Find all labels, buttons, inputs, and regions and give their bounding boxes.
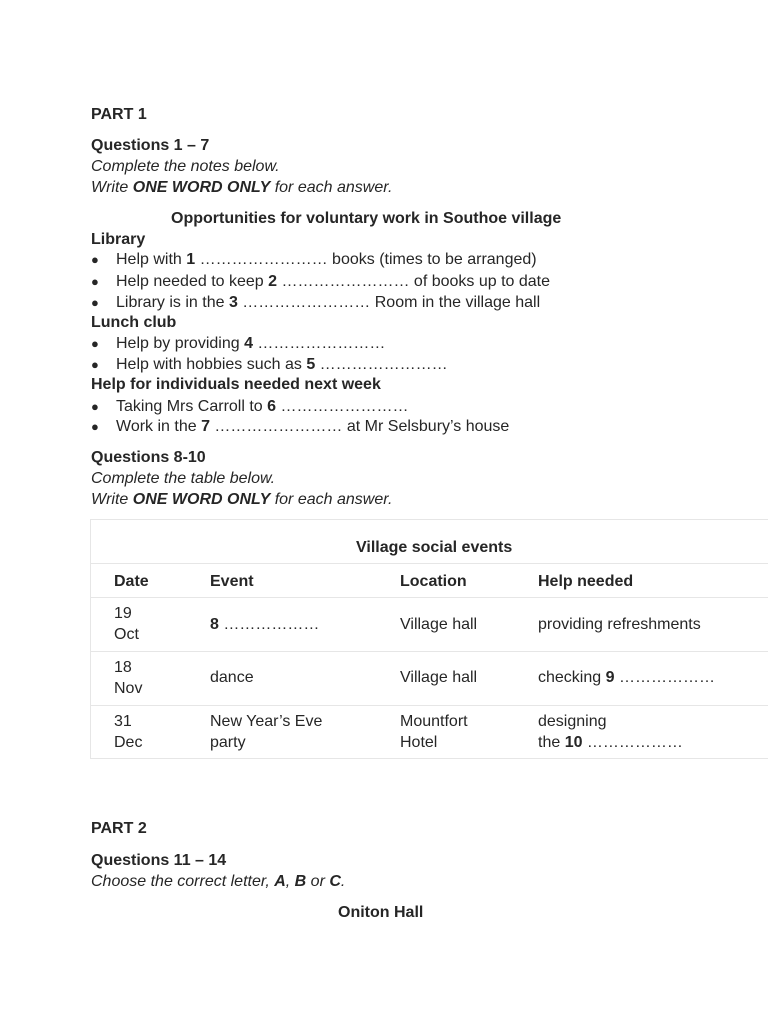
- table-title: Village social events: [356, 539, 513, 556]
- section-title-lunch-club: Lunch club: [91, 314, 177, 331]
- instruction-one-word-2: Write ONE WORD ONLY for each answer.: [91, 491, 393, 508]
- table-header-row: [91, 563, 768, 598]
- questions-11-14-heading: Questions 11 – 14: [91, 852, 227, 869]
- questions-8-10-heading: Questions 8-10: [91, 449, 206, 466]
- part2-heading: PART 2: [91, 820, 147, 837]
- bullet-icon: ●: [91, 419, 99, 434]
- table-row: 18 Nov dance Village hall checking 9 ………………: [91, 651, 768, 706]
- note-item-2: ● Help needed to keep 2 …………………… of books up to date: [91, 273, 551, 290]
- bullet-icon: ●: [91, 252, 99, 267]
- note-item-4: ● Help by providing 4 ……………………: [91, 335, 386, 352]
- note-item-7: ● Work in the 7 …………………… at Mr Selsbury’s house: [91, 418, 510, 435]
- header-help-needed: Help needed: [538, 573, 634, 590]
- note-item-6: ● Taking Mrs Carroll to 6 ……………………: [91, 398, 409, 415]
- section-title-individuals: Help for individuals needed next week: [91, 376, 381, 393]
- instruction-choose-letter: Choose the correct letter, A, B or C.: [91, 873, 346, 890]
- notes-title: Opportunities for voluntary work in Southoe village: [171, 210, 562, 227]
- instruction-complete-notes: Complete the notes below.: [91, 158, 280, 175]
- note-item-1: ● Help with 1 …………………… books (times to be arranged): [91, 251, 537, 268]
- instruction-complete-table: Complete the table below.: [91, 470, 276, 487]
- events-table: [90, 519, 768, 759]
- bullet-icon: ●: [91, 295, 99, 310]
- table-row: 31 Dec New Year’s Eve party Mountfort Hotel designing the 10 ………………: [91, 705, 768, 760]
- bullet-icon: ●: [91, 399, 99, 414]
- header-location: Location: [400, 573, 467, 590]
- part2-title: Oniton Hall: [338, 904, 424, 921]
- header-event: Event: [210, 573, 254, 590]
- part1-heading: PART 1: [91, 106, 147, 123]
- bullet-icon: ●: [91, 274, 99, 289]
- bullet-icon: ●: [91, 357, 99, 372]
- questions-1-7-heading: Questions 1 – 7: [91, 137, 210, 154]
- event-cell: 8 ………………: [210, 616, 320, 633]
- note-item-5: ● Help with hobbies such as 5 ……………………: [91, 356, 448, 373]
- help-cell: the 10 ………………: [538, 734, 683, 751]
- section-title-library: Library: [91, 231, 146, 248]
- table-row: 19 Oct 8 ……………… Village hall providing refreshments: [91, 597, 768, 652]
- note-item-3: ● Library is in the 3 …………………… Room in the village hall: [91, 294, 541, 311]
- help-cell: checking 9 ………………: [538, 669, 715, 686]
- header-date: Date: [114, 573, 149, 590]
- bullet-icon: ●: [91, 336, 99, 351]
- instruction-one-word: Write ONE WORD ONLY for each answer.: [91, 179, 393, 196]
